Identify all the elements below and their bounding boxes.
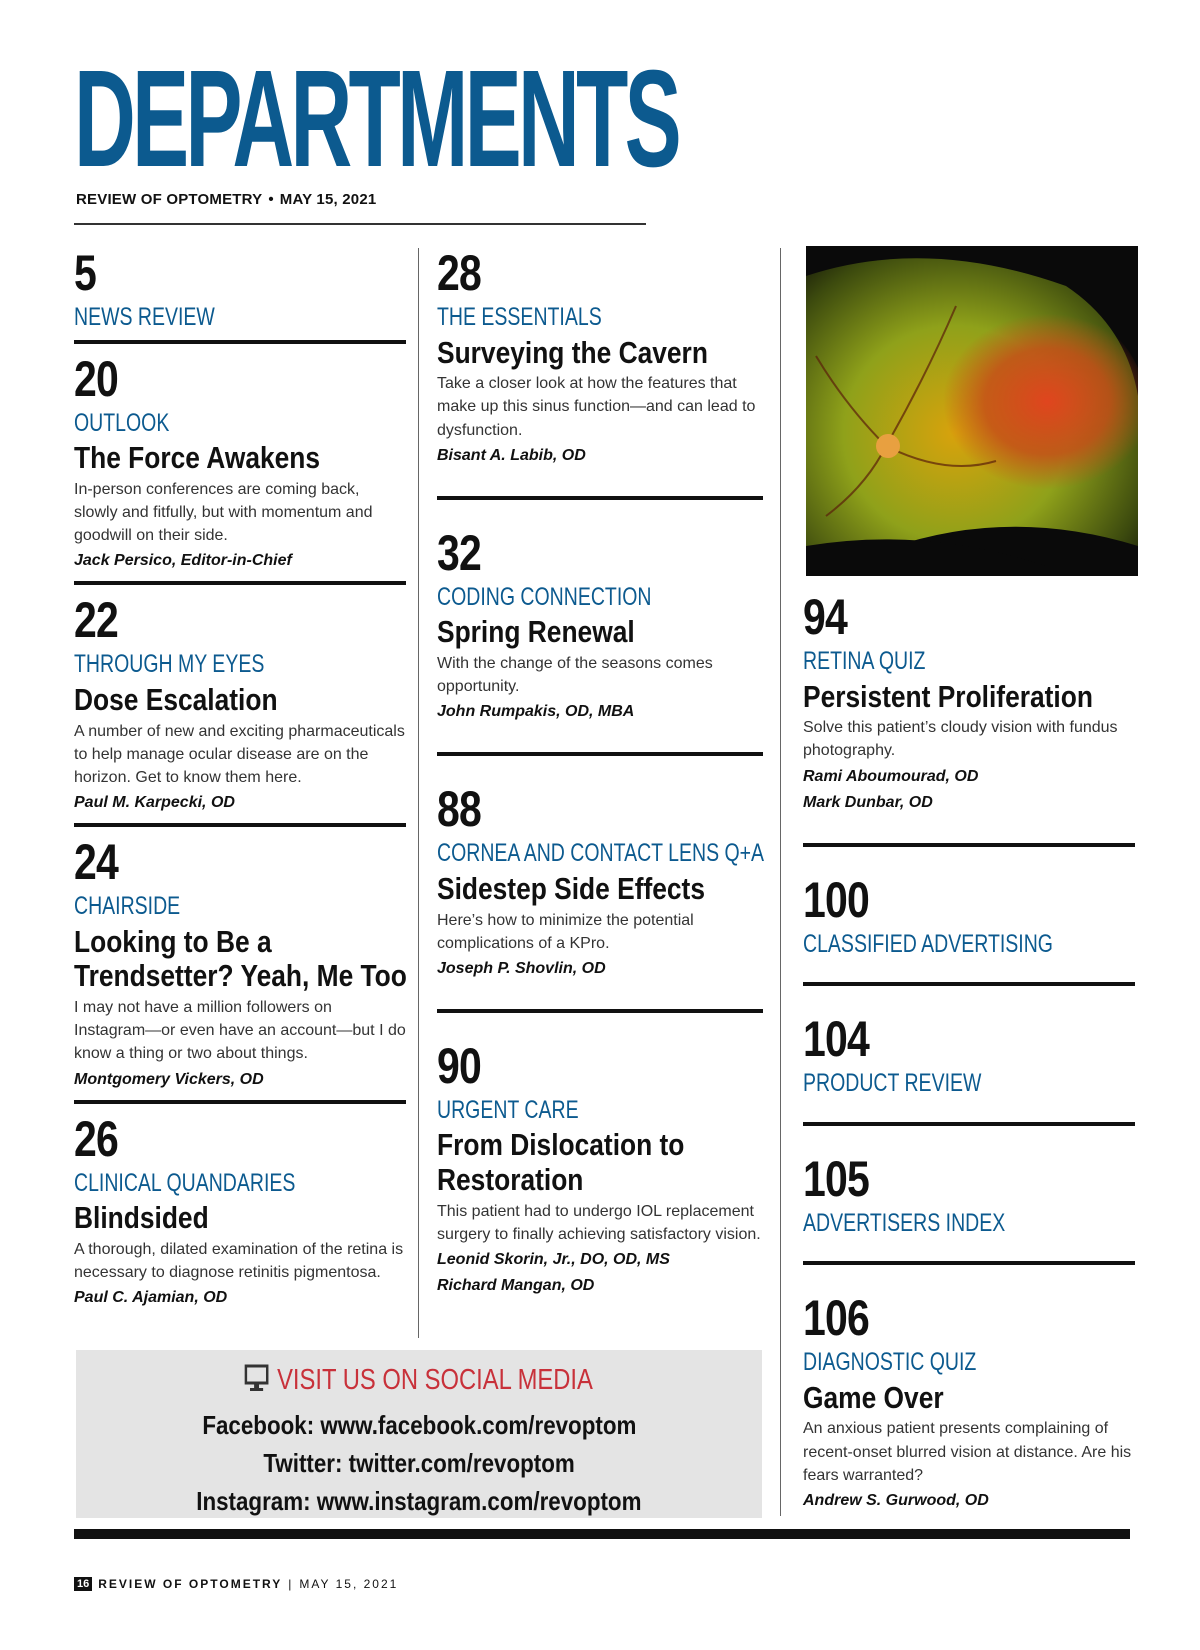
department-label: CORNEA AND CONTACT LENS Q+A [437,839,765,868]
page-number: 5 [74,245,96,301]
column-3 [803,589,1135,1513]
article-description: This patient had to undergo IOL replacement surgery to finally achieving satisfactory vision. [437,1202,761,1244]
subtitle-date: MAY 15, 2021 [279,191,377,208]
social-instagram[interactable]: Instagram: www.instagram.com/revoptom [196,1486,642,1516]
article-headline: From Dislocation to Restoration [437,1127,685,1198]
article-author: Bisant A. Labib, OD [437,446,586,464]
toc-entry[interactable] [437,781,765,981]
article-description: A thorough, dilated examination of the retina is necessary to diagnose retinitis pigmentosa. [74,1240,404,1281]
department-label: NEWS REVIEW [74,303,215,331]
page-number: 32 [437,524,481,581]
footer-date: MAY 15, 2021 [299,1577,399,1591]
footer-page-number: 16 [74,1577,92,1591]
department-label: RETINA QUIZ [803,647,926,675]
department-label: THROUGH MY EYES [74,650,265,679]
page-footer [74,1577,398,1591]
page-number: 100 [803,871,869,928]
article-headline: Surveying the Cavern [437,334,708,370]
toc-entry[interactable] [803,1011,1135,1098]
subtitle-publication: REVIEW OF OPTOMETRY [76,191,263,208]
article-description: With the change of the seasons comes opportunity. [437,655,713,696]
article-headline: Sidestep Side Effects [437,870,705,906]
department-label: THE ESSENTIALS [437,303,602,331]
article-author: Leonid Skorin, Jr., DO, OD, MS [437,1251,670,1269]
article-description: I may not have a million followers on Instagram—or even have an account—but I do know a thing or two about things. [74,999,406,1063]
toc-entry[interactable] [437,245,763,468]
article-headline: Game Over [803,1379,944,1415]
entry-divider [803,982,1135,986]
social-title-row [76,1364,762,1397]
social-title: VISIT US ON SOCIAL MEDIA [277,1364,594,1396]
department-label: OUTLOOK [74,408,170,437]
title-divider [74,223,646,225]
toc-entry[interactable] [74,834,407,1092]
article-author: Jack Persico, Editor-in-Chief [74,552,292,570]
toc-entry[interactable] [803,589,1135,815]
page-number: 28 [437,245,481,301]
department-label: URGENT CARE [437,1095,579,1124]
department-label: CLINICAL QUANDARIES [74,1168,296,1197]
entry-divider [437,496,763,500]
footer-publication: REVIEW OF OPTOMETRY [98,1577,283,1591]
page-number: 20 [74,350,118,407]
department-label: DIAGNOSTIC QUIZ [803,1348,977,1377]
entry-divider [437,752,763,756]
article-description: Here’s how to minimize the potential complications of a KPro. [437,911,694,952]
article-headline: Dose Escalation [74,681,278,717]
entry-divider [437,1009,763,1013]
entry-divider [803,1261,1135,1265]
article-author: Paul C. Ajamian, OD [74,1289,228,1307]
department-label: ADVERTISERS INDEX [803,1208,1006,1237]
page-number: 24 [74,834,118,891]
article-author: Paul M. Karpecki, OD [74,794,235,812]
page-number: 105 [803,1150,869,1207]
article-author: Rami Aboumourad, OD [803,767,979,785]
social-facebook[interactable]: Facebook: www.facebook.com/revoptom [201,1410,637,1440]
article-headline: Persistent Proliferation [803,678,1093,714]
article-author: Richard Mangan, OD [437,1277,595,1295]
toc-entry[interactable] [437,1037,763,1298]
toc-entry[interactable] [437,524,763,725]
page-number: 90 [437,1037,481,1094]
article-description: In-person conferences are coming back, slowly and fitfully, but with momentum and goodwill on their side. [74,480,373,545]
department-label: PRODUCT REVIEW [803,1069,982,1098]
entry-divider [803,1122,1135,1126]
department-label: CODING CONNECTION [437,582,652,611]
article-author: Montgomery Vickers, OD [74,1070,264,1088]
page-number: 22 [74,592,118,649]
toc-entry[interactable] [74,245,406,332]
department-label: CHAIRSIDE [74,892,181,921]
entry-divider [74,340,406,344]
entry-divider [74,1100,406,1104]
page-title: DEPARTMENTS [74,42,678,196]
article-headline: Looking to Be a Trendsetter? Yeah, Me Too [74,923,407,994]
page-number: 104 [803,1011,869,1068]
page-subtitle: REVIEW OF OPTOMETRY • MAY 15, 2021 [76,191,377,208]
column-separator [780,248,781,1516]
article-headline: Spring Renewal [437,614,635,650]
page-number: 26 [74,1110,118,1167]
column-1 [74,245,407,1310]
social-twitter[interactable]: Twitter: twitter.com/revoptom [263,1448,575,1478]
article-description: An anxious patient presents complaining of recent-onset blurred vision at distance. Are his fears warranted? [803,1420,1132,1484]
article-author: Andrew S. Gurwood, OD [803,1491,989,1509]
entry-divider [803,843,1135,847]
footer-separator: | [288,1577,294,1591]
toc-entry[interactable] [803,1150,1135,1238]
page-number: 94 [803,589,847,645]
page-number: 106 [803,1290,869,1347]
fundus-photo [806,246,1138,576]
bottom-rule [74,1529,1130,1539]
article-headline: Blindsided [74,1200,209,1236]
toc-entry[interactable] [803,871,1135,959]
column-2 [437,245,765,1298]
page-number: 88 [437,781,481,838]
entry-divider [74,823,406,827]
article-author: John Rumpakis, OD, MBA [437,703,635,721]
computer-monitor-icon [245,1364,270,1392]
toc-entry[interactable] [74,1110,406,1311]
article-author: Joseph P. Shovlin, OD [437,959,606,977]
social-media-box [76,1350,762,1518]
column-separator [418,248,419,1338]
article-author: Mark Dunbar, OD [803,793,933,811]
toc-entry[interactable] [74,350,406,574]
toc-entry[interactable] [74,592,406,815]
article-headline: The Force Awakens [74,440,321,475]
article-description: A number of new and exciting pharmaceuticals to help manage ocular disease are on the horizon. Get to know them here. [74,722,405,786]
toc-entry[interactable] [803,1290,1135,1513]
entry-divider [74,581,406,585]
fundus-photo-graphic [806,246,1138,576]
department-label: CLASSIFIED ADVERTISING [803,929,1053,958]
article-description: Solve this patient’s cloudy vision with fundus photography. [803,719,1118,760]
article-description: Take a closer look at how the features that make up this sinus function—and can lead to dysfunction. [437,375,756,439]
